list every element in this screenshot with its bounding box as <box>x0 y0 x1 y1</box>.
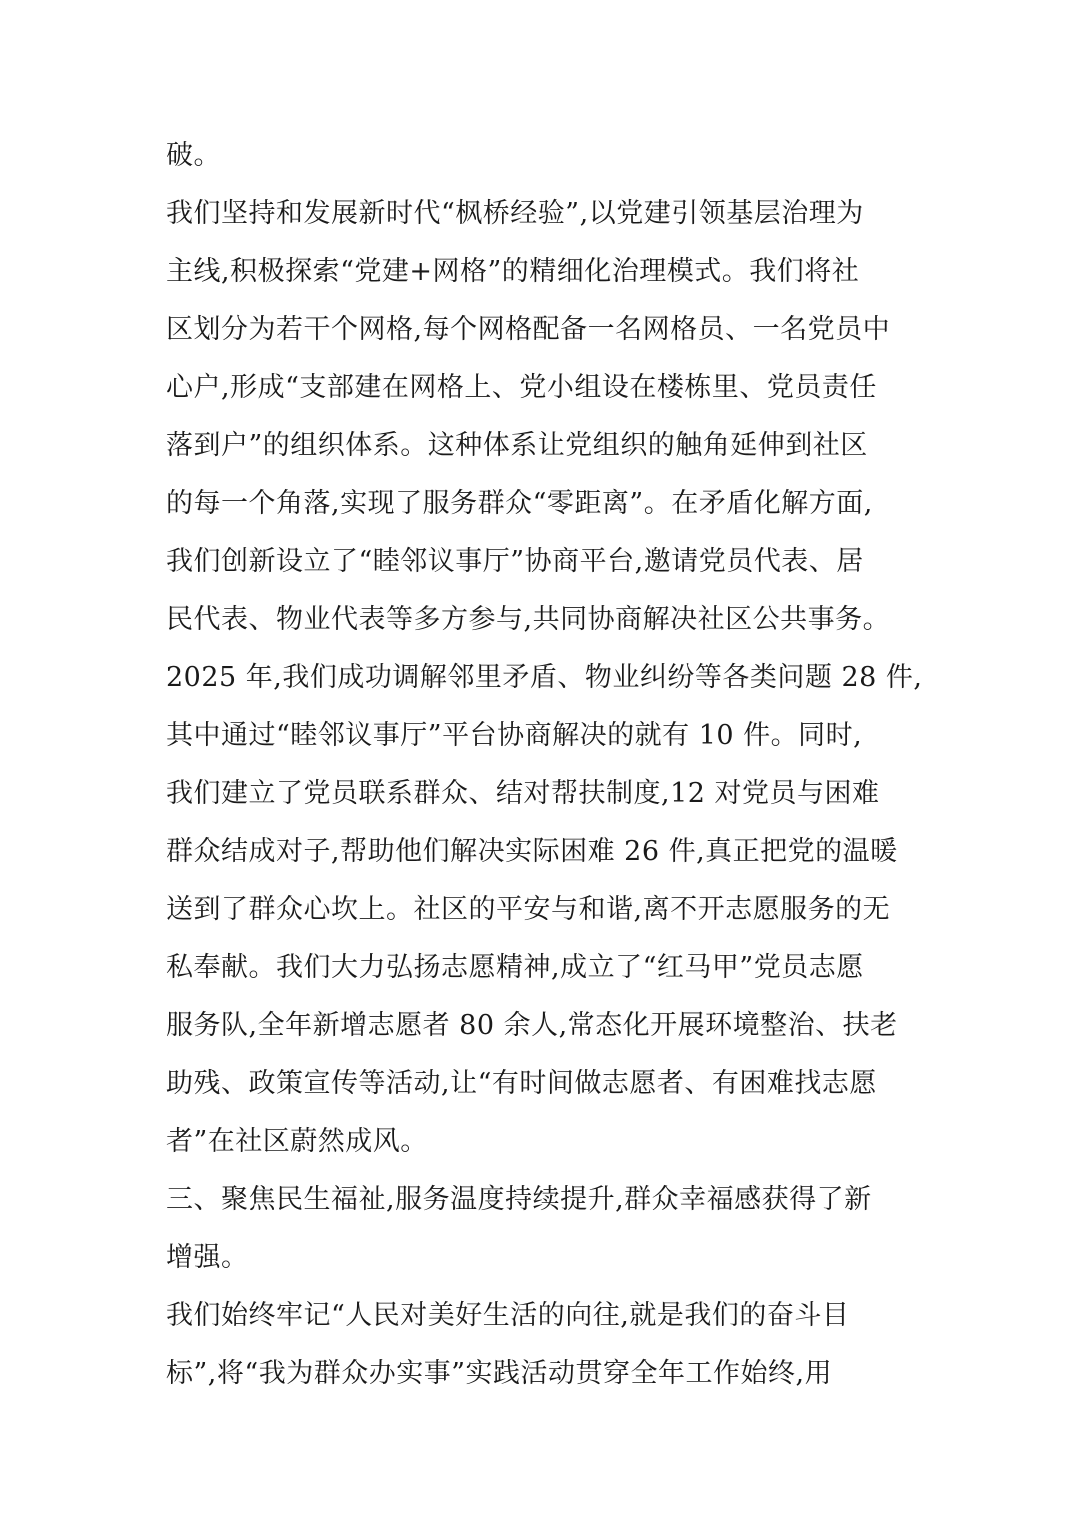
section-heading: 三、聚焦民生福祉,服务温度持续提升,群众幸福感获得了新 <box>166 1184 872 1215</box>
text-line: 私奉献。我们大力弘扬志愿精神,成立了“红马甲”党员志愿 <box>166 952 864 983</box>
text-line: 的每一个角落,实现了服务群众“零距离”。在矛盾化解方面, <box>166 488 873 519</box>
text-line: 民代表、物业代表等多方参与,共同协商解决社区公共事务。 <box>166 604 891 635</box>
text-line: 我们始终牢记“人民对美好生活的向往,就是我们的奋斗目 <box>166 1300 850 1331</box>
text-line: 落到户”的组织体系。这种体系让党组织的触角延伸到社区 <box>166 430 868 461</box>
text-line: 2025 年,我们成功调解邻里矛盾、物业纠纷等各类问题 28 件, <box>166 662 923 693</box>
text-line: 助残、政策宣传等活动,让“有时间做志愿者、有困难找志愿 <box>166 1068 877 1099</box>
section-heading: 增强。 <box>166 1242 249 1273</box>
text-line: 送到了群众心坎上。社区的平安与和谐,离不开志愿服务的无 <box>166 894 891 925</box>
text-line: 我们坚持和发展新时代“枫桥经验”,以党建引领基层治理为 <box>166 198 864 229</box>
text-line: 主线,积极探索“党建+网格”的精细化治理模式。我们将社 <box>166 256 860 287</box>
text-line: 其中通过“睦邻议事厅”平台协商解决的就有 10 件。同时, <box>166 720 863 751</box>
text-line: 标”,将“我为群众办实事”实践活动贯穿全年工作始终,用 <box>166 1358 833 1389</box>
text-line: 我们创新设立了“睦邻议事厅”协商平台,邀请党员代表、居 <box>166 546 864 577</box>
text-line: 区划分为若干个网格,每个网格配备一名网格员、一名党员中 <box>166 314 891 345</box>
text-line: 服务队,全年新增志愿者 80 余人,常态化开展环境整治、扶老 <box>166 1010 898 1041</box>
text-line: 者”在社区蔚然成风。 <box>166 1126 428 1157</box>
text-line: 破。 <box>166 140 221 171</box>
text-line: 我们建立了党员联系群众、结对帮扶制度,12 对党员与困难 <box>166 778 880 809</box>
text-line: 心户,形成“支部建在网格上、党小组设在楼栋里、党员责任 <box>166 372 877 403</box>
text-line: 群众结成对子,帮助他们解决实际困难 26 件,真正把党的温暖 <box>166 836 898 867</box>
document-body <box>166 127 926 1403</box>
